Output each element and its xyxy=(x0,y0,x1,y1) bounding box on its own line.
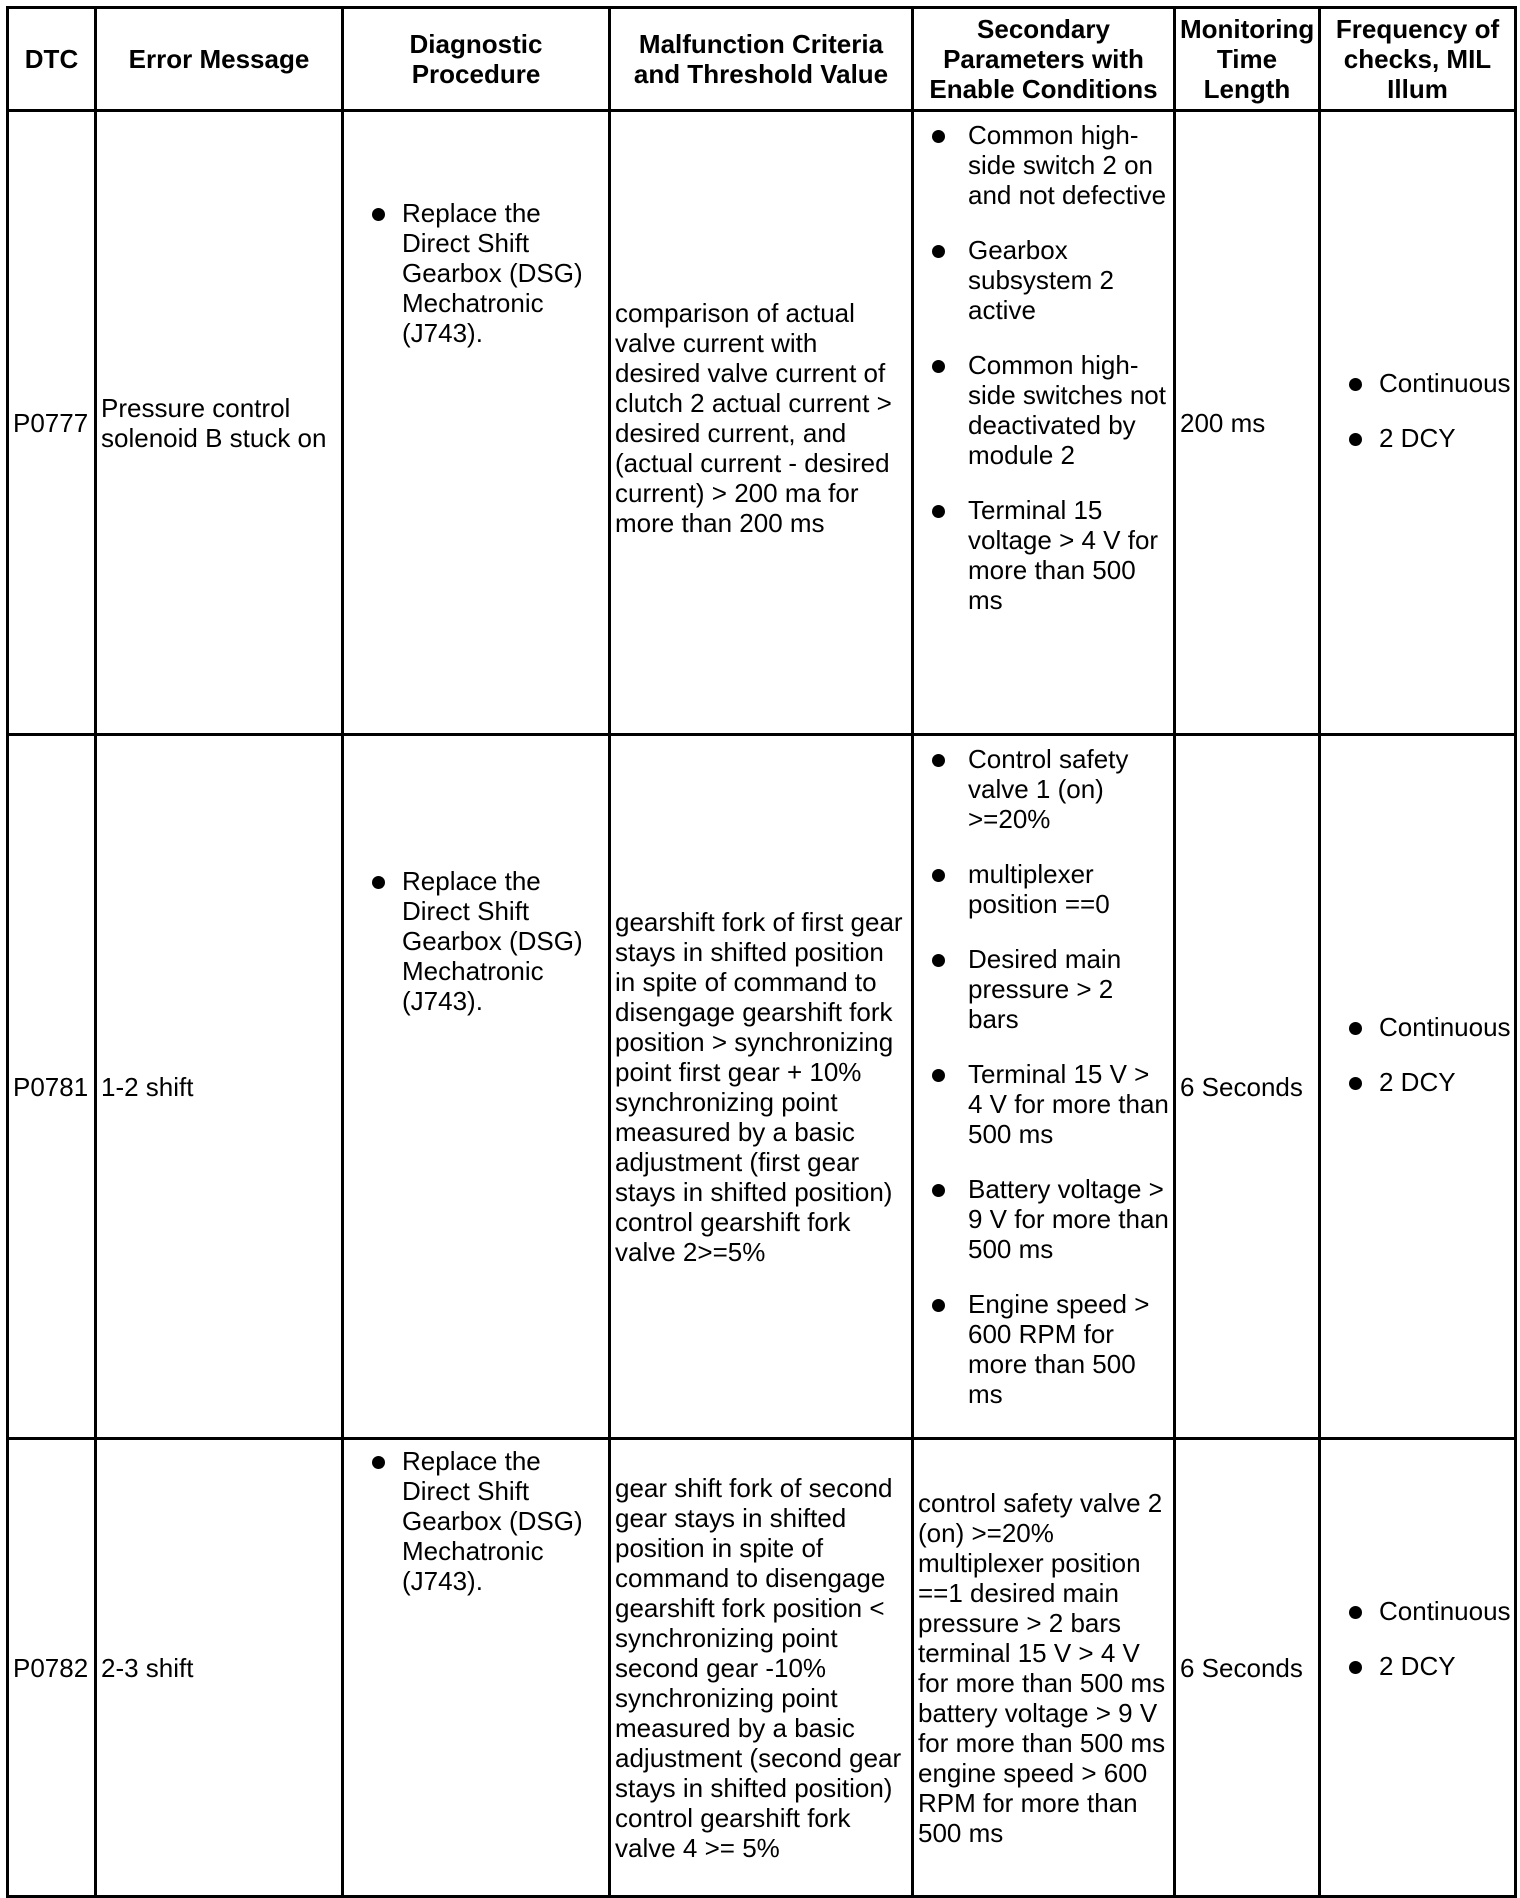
table-row xyxy=(8,1439,1516,1897)
list-item: Terminal 15 V > 4 V for more than 500 ms xyxy=(918,1059,1169,1149)
frequency-list xyxy=(1325,1596,1510,1681)
header-malfunction-criteria: Malfunction Criteria and Threshold Value xyxy=(610,8,913,111)
list-item: Continuous xyxy=(1325,368,1510,398)
table-row xyxy=(8,111,1516,735)
frequency-cell xyxy=(1320,735,1516,1439)
list-item: 2 DCY xyxy=(1325,1067,1510,1097)
secondary-parameters-cell xyxy=(913,111,1175,735)
secondary-parameters-cell: control safety valve 2 (on) >=20% multiplexer position ==1 desired main pressure > 2 bars terminal 15 V > 4 V for more than 500 ms battery voltage > 9 V for more than 500 ms engine speed > 600 RPM for more than 500 ms xyxy=(913,1439,1175,1897)
diagnostic-procedure-list xyxy=(348,198,604,348)
list-item: Engine speed > 600 RPM for more than 500 ms xyxy=(918,1289,1169,1409)
header-frequency: Frequency of checks, MIL Illum xyxy=(1320,8,1516,111)
list-item: Replace the Direct Shift Gearbox (DSG) Mechatronic (J743). xyxy=(348,198,604,348)
list-item: Replace the Direct Shift Gearbox (DSG) Mechatronic (J743). xyxy=(348,1446,604,1596)
header-row xyxy=(8,8,1516,111)
malfunction-criteria-cell: comparison of actual valve current with desired valve current of clutch 2 actual current > desired current, and (actual current - desired current) > 200 ma for more than 200 ms xyxy=(610,111,913,735)
list-item: Common high-side switch 2 on and not defective xyxy=(918,120,1169,210)
dtc-document-page xyxy=(6,6,1514,1892)
header-secondary-parameters: Secondary Parameters with Enable Conditions xyxy=(913,8,1175,111)
dtc-code-cell: P0781 xyxy=(8,735,96,1439)
list-item: 2 DCY xyxy=(1325,1651,1510,1681)
diagnostic-procedure-list xyxy=(348,866,604,1016)
list-item: Common high-side switches not deactivated by module 2 xyxy=(918,350,1169,470)
error-message-cell: 2-3 shift xyxy=(96,1439,343,1897)
header-error-message: Error Message xyxy=(96,8,343,111)
header-dtc: DTC xyxy=(8,8,96,111)
diagnostic-procedure-cell xyxy=(343,111,610,735)
header-monitoring-time: Monitoring Time Length xyxy=(1175,8,1320,111)
monitoring-time-cell: 200 ms xyxy=(1175,111,1320,735)
diagnostic-procedure-cell xyxy=(343,735,610,1439)
diagnostic-procedure-cell xyxy=(343,1439,610,1897)
list-item: Control safety valve 1 (on) >=20% xyxy=(918,744,1169,834)
list-item: Gearbox subsystem 2 active xyxy=(918,235,1169,325)
list-item: Battery voltage > 9 V for more than 500 ms xyxy=(918,1174,1169,1264)
error-message-cell: 1-2 shift xyxy=(96,735,343,1439)
list-item: Desired main pressure > 2 bars xyxy=(918,944,1169,1034)
dtc-table xyxy=(6,6,1517,1898)
monitoring-time-cell: 6 Seconds xyxy=(1175,735,1320,1439)
malfunction-criteria-cell: gear shift fork of second gear stays in shifted position in spite of command to disengage gearshift fork position < synchronizing point second gear -10% synchronizing point measured by a basic adjustment (second gear stays in shifted position) control gearshift fork valve 4 >= 5% xyxy=(610,1439,913,1897)
list-item: Terminal 15 voltage > 4 V for more than 500 ms xyxy=(918,495,1169,615)
frequency-list xyxy=(1325,368,1510,453)
table-row xyxy=(8,735,1516,1439)
frequency-cell xyxy=(1320,111,1516,735)
list-item: 2 DCY xyxy=(1325,423,1510,453)
secondary-parameters-cell xyxy=(913,735,1175,1439)
dtc-code-cell: P0782 xyxy=(8,1439,96,1897)
error-message-cell: Pressure control solenoid B stuck on xyxy=(96,111,343,735)
list-item: Replace the Direct Shift Gearbox (DSG) Mechatronic (J743). xyxy=(348,866,604,1016)
list-item: Continuous xyxy=(1325,1596,1510,1626)
frequency-cell xyxy=(1320,1439,1516,1897)
secondary-parameters-list xyxy=(918,120,1169,615)
list-item: Continuous xyxy=(1325,1012,1510,1042)
list-item: multiplexer position ==0 xyxy=(918,859,1169,919)
diagnostic-procedure-list xyxy=(348,1446,604,1596)
malfunction-criteria-cell: gearshift fork of first gear stays in shifted position in spite of command to disengage gearshift fork position > synchronizing point first gear + 10% synchronizing point measured by a basic adjustment (first gear stays in shifted position) control gearshift fork valve 2>=5% xyxy=(610,735,913,1439)
dtc-code-cell: P0777 xyxy=(8,111,96,735)
header-diagnostic-procedure: Diagnostic Procedure xyxy=(343,8,610,111)
monitoring-time-cell: 6 Seconds xyxy=(1175,1439,1320,1897)
frequency-list xyxy=(1325,1012,1510,1097)
secondary-parameters-list xyxy=(918,744,1169,1409)
